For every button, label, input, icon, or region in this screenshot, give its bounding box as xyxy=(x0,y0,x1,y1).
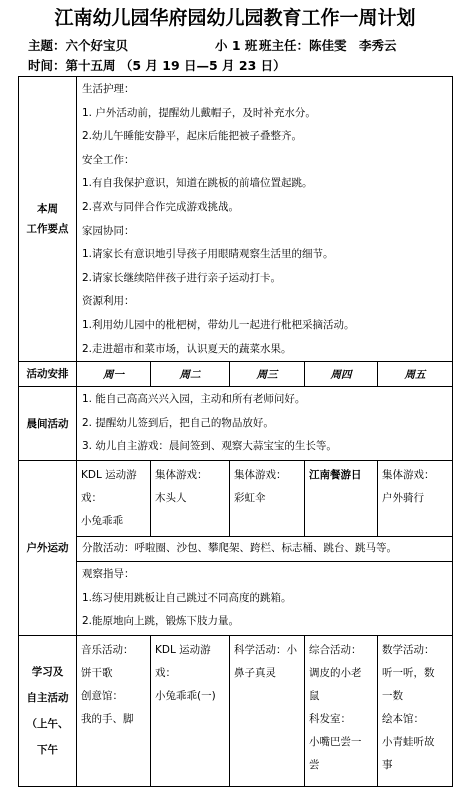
weekly-plan-table xyxy=(18,76,453,787)
schedule-header-row xyxy=(19,362,453,387)
outdoor-label: 户外运动 xyxy=(19,461,77,636)
guide-line: 1.练习使用跳板让自己跳过不同高度的跳箱。 xyxy=(82,591,292,604)
schedule-label: 活动安排 xyxy=(19,362,77,387)
work-point-line: 1.利用幼儿园中的枇杷树，带幼儿一起进行枇杷采摘活动。 xyxy=(82,318,355,331)
work-point-line: 1.有自我保护意识，知道在跳板的前墙位置起跳。 xyxy=(82,177,313,190)
morning-line: 3. 幼儿自主游戏：晨间签到、观察大蒜宝宝的生长等。 xyxy=(82,440,337,453)
outdoor-row-scatter xyxy=(19,537,453,562)
work-point-line: 资源利用： xyxy=(82,295,135,308)
work-point-line: 生活护理： xyxy=(82,83,135,95)
study-cell: 科学活动：小 鼻子真灵 xyxy=(230,636,305,787)
outdoor-cell: 江南餐游日 xyxy=(305,461,378,537)
study-row xyxy=(19,636,453,787)
morning-row xyxy=(19,387,453,461)
work-point-line: 2.请家长继续陪伴孩子进行亲子运动打卡。 xyxy=(82,271,282,284)
outdoor-cell: KDL 运动游戏： 小兔乖乖 xyxy=(77,461,151,537)
outdoor-row-games xyxy=(19,461,453,537)
study-cell: 音乐活动： 饼干歌 创意馆： 我的手、脚 xyxy=(77,636,151,787)
work-point-line: 1. 户外活动前，提醒幼儿戴帽子，及时补充水分。 xyxy=(82,106,316,119)
time-label: 时间：第十五周 （5 月 19 日—5 月 23 日） xyxy=(28,58,286,73)
teachers-label: 班主任：陈佳雯 李秀云 xyxy=(259,38,397,53)
study-cell: KDL 运动游 戏： 小兔乖乖(一) xyxy=(151,636,230,787)
morning-label: 晨间活动 xyxy=(19,387,77,461)
guide-line: 观察指导： xyxy=(82,568,135,581)
outdoor-row-guide xyxy=(19,562,453,636)
outdoor-cell: 集体游戏： 户外骑行 xyxy=(378,461,453,537)
work-point-line: 安全工作： xyxy=(82,153,135,166)
outdoor-cell: 集体游戏： 彩虹伞 xyxy=(230,461,305,537)
work-point-line: 2.幼儿午睡能安静平，起床后能把被子叠整齐。 xyxy=(82,130,303,143)
work-points-row xyxy=(19,77,453,362)
morning-line: 2. 提醒幼儿签到后，把自己的物品放好。 xyxy=(82,416,274,429)
outdoor-guide xyxy=(77,562,453,636)
study-cell: 综合活动： 调皮的小老 鼠 科发室： 小嘴巴尝一 尝 xyxy=(305,636,378,787)
work-points-content xyxy=(77,77,453,362)
day-header: 周一 xyxy=(77,362,151,387)
work-point-line: 1.请家长有意识地引导孩子用眼睛观察生活里的细节。 xyxy=(82,248,334,261)
work-points-label: 本周 工作要点 xyxy=(19,77,77,362)
outdoor-cell: 集体游戏： 木头人 xyxy=(151,461,230,537)
class-label: 小 1 班 xyxy=(215,38,258,53)
day-header: 周二 xyxy=(151,362,230,387)
study-cell: 数学活动： 听一听，数 一数 绘本馆： 小青蛙听故 事 xyxy=(378,636,453,787)
day-header: 周五 xyxy=(378,362,453,387)
theme-label: 主题：六个好宝贝 xyxy=(28,38,129,53)
page-title: 江南幼儿园华府园幼儿园教育工作一周计划 xyxy=(54,7,416,29)
work-point-line: 2.走进超市和菜市场，认识夏天的蔬菜水果。 xyxy=(82,342,292,355)
study-label: 学习及 自主活动 （上午、 下午 xyxy=(19,636,77,787)
work-point-line: 家园协同： xyxy=(82,224,135,237)
work-point-line: 2.喜欢与同伴合作完成游戏挑战。 xyxy=(82,200,240,213)
outdoor-scatter: 分散活动：呼啦圈、沙包、攀爬架、跨栏、标志桶、跳台、跳马等。 xyxy=(77,537,453,562)
day-header: 周四 xyxy=(305,362,378,387)
guide-line: 2.能原地向上跳，锻炼下肢力量。 xyxy=(82,615,240,628)
morning-content xyxy=(77,387,453,461)
day-header: 周三 xyxy=(230,362,305,387)
morning-line: 1. 能自己高高兴兴入园，主动和所有老师问好。 xyxy=(82,393,306,406)
